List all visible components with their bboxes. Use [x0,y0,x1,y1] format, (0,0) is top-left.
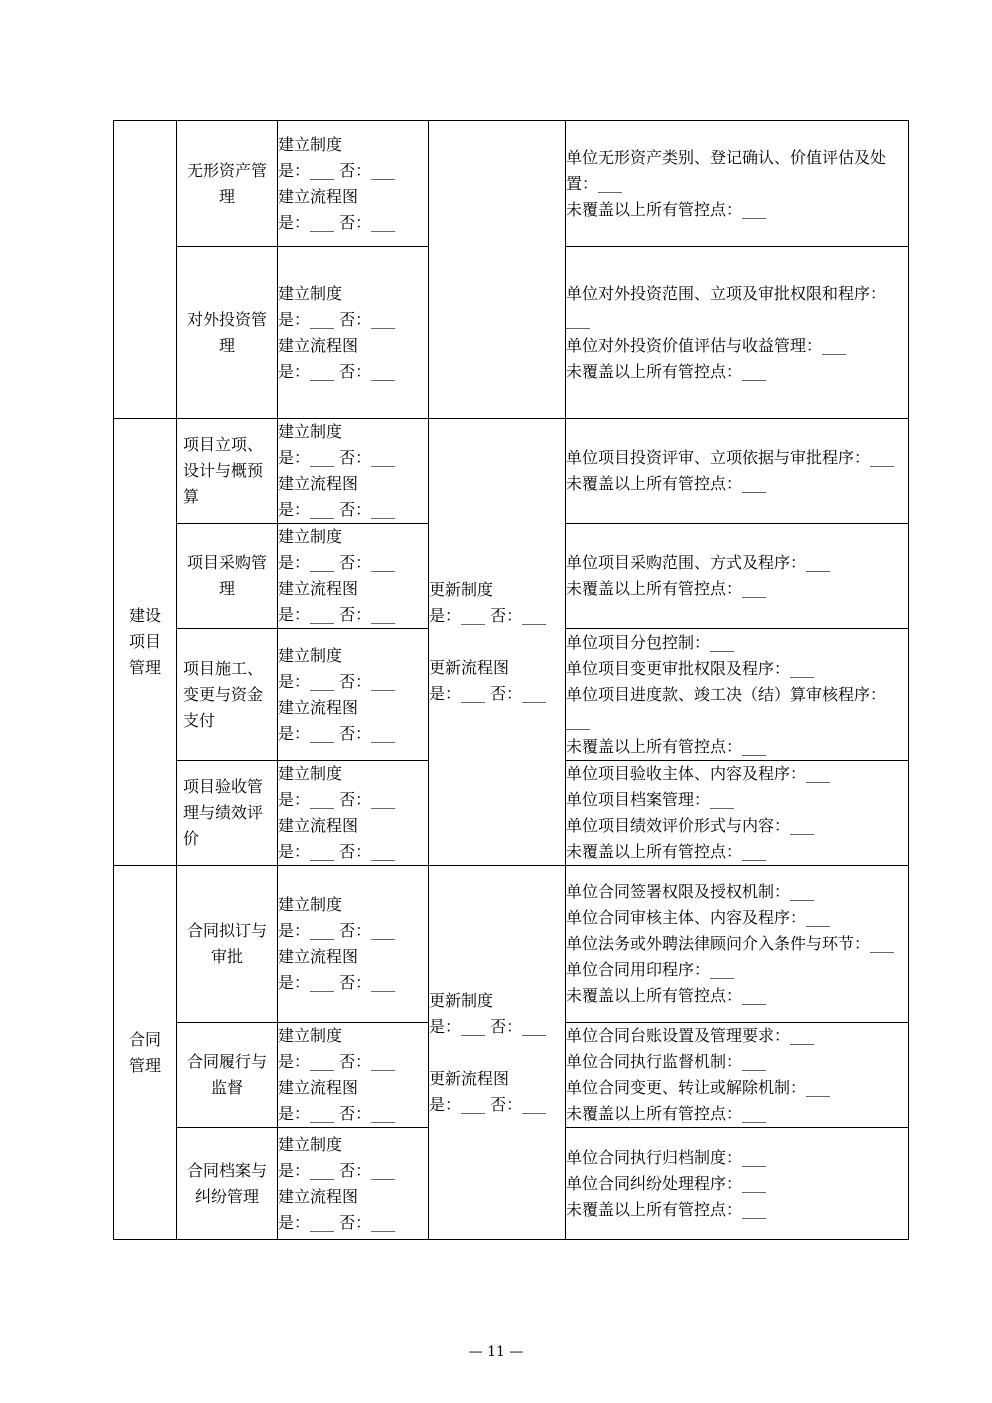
establish-flow-yesno: 是：___ 否：___ [278,212,396,232]
table-row [114,121,909,247]
establish-system-label: 建立制度 [278,645,343,665]
item-name: 项目验收管理与绩效评价 [183,777,264,848]
item-name-cell [177,524,278,629]
establish-cell [278,247,429,419]
update-flow-label: 更新流程图 [429,1068,510,1088]
item-name-cell [177,866,278,1023]
item-name-cell [177,629,278,761]
desc-line: 单位项目分包控制：___ [566,632,735,652]
establish-flow-yesno: 是：___ 否：___ [278,605,396,624]
desc-cell [566,866,909,1023]
establish-cell [278,866,429,1023]
item-name: 合同履行与监督 [186,1052,267,1097]
establish-system-label: 建立制度 [278,1026,343,1045]
update-flow-yesno: 是：___ 否：___ [429,1094,547,1114]
desc-line: 单位合同审核主体、内容及程序：___ [566,908,831,927]
item-name: 项目施工、变更与资金支付 [183,658,264,730]
item-name-cell [177,419,278,524]
desc-line: 单位对外投资范围、立项及审批权限和程序：___ [566,283,887,329]
desc-line: 单位项目采购范围、方式及程序：___ [566,553,831,572]
establish-flow-label: 建立流程图 [278,579,359,598]
desc-line: 单位合同用印程序：___ [566,960,735,979]
desc-line: 未覆盖以上所有管控点：___ [566,1199,767,1219]
update-flow-yesno: 是：___ 否：___ [429,684,547,703]
establish-cell [278,121,429,247]
establish-system-yesno: 是：___ 否：___ [278,1052,396,1071]
establish-system-label: 建立制度 [278,283,343,303]
item-name: 无形资产管理 [187,160,268,206]
desc-line: 单位合同台账设置及管理要求：___ [566,1026,815,1045]
establish-system-yesno: 是：___ 否：___ [278,921,396,940]
update-cell [429,121,566,419]
establish-cell [278,629,429,761]
desc-line: 未覆盖以上所有管控点：___ [566,986,767,1005]
update-flow-label: 更新流程图 [429,658,510,677]
category-cell [114,419,177,866]
category-label: 合同管理 [128,1029,161,1075]
item-name: 项目采购管理 [187,553,268,598]
establish-system-yesno: 是：___ 否：___ [278,160,396,180]
desc-line: 单位项目档案管理：___ [566,790,735,809]
desc-line: 单位项目进度款、竣工决（结）算审核程序：___ [566,684,887,730]
establish-cell [278,419,429,524]
page-number: — 11 — [468,1344,524,1360]
desc-line: 未覆盖以上所有管控点：___ [566,199,767,219]
establish-flow-yesno: 是：___ 否：___ [278,1104,396,1123]
establish-system-label: 建立制度 [278,895,343,914]
desc-line: 未覆盖以上所有管控点：___ [566,842,767,861]
category-cell [114,121,177,419]
desc-line: 未覆盖以上所有管控点：___ [566,579,767,598]
establish-system-label: 建立制度 [278,1134,343,1154]
establish-flow-yesno: 是：___ 否：___ [278,500,396,519]
item-name-cell [177,247,278,419]
update-cell [429,419,566,866]
establish-flow-yesno: 是：___ 否：___ [278,1212,396,1232]
desc-line: 未覆盖以上所有管控点：___ [566,736,767,756]
control-table [113,120,909,1240]
item-name: 合同拟订与审批 [186,921,267,966]
establish-cell [278,524,429,629]
desc-line: 单位合同执行监督机制：___ [566,1052,767,1071]
desc-line: 未覆盖以上所有管控点：___ [566,474,767,493]
desc-line: 单位合同执行归档制度：___ [566,1147,767,1167]
desc-line: 单位合同纠纷处理程序：___ [566,1173,767,1193]
update-system-yesno: 是：___ 否：___ [429,1016,547,1036]
establish-system-yesno: 是：___ 否：___ [278,448,396,467]
desc-line: 单位项目验收主体、内容及程序：___ [566,764,831,783]
update-system-label: 更新制度 [429,580,494,599]
desc-line: 单位对外投资价值评估与收益管理：___ [566,335,847,355]
establish-system-yesno: 是：___ 否：___ [278,1160,396,1180]
desc-cell [566,629,909,761]
establish-system-label: 建立制度 [278,527,343,546]
category-cell [114,866,177,1240]
category-label: 建设项目管理 [128,606,161,677]
establish-system-label: 建立制度 [278,764,343,783]
establish-flow-yesno: 是：___ 否：___ [278,723,396,743]
desc-line: 单位项目绩效评价形式与内容：___ [566,816,815,835]
establish-flow-yesno: 是：___ 否：___ [278,973,396,992]
establish-system-yesno: 是：___ 否：___ [278,671,396,691]
establish-flow-label: 建立流程图 [278,335,359,355]
establish-flow-label: 建立流程图 [278,947,359,966]
establish-system-yesno: 是：___ 否：___ [278,553,396,572]
establish-flow-label: 建立流程图 [278,816,359,835]
desc-cell [566,1023,909,1128]
desc-line: 单位法务或外聘法律顾问介入条件与环节：___ [566,934,895,953]
desc-cell [566,121,909,247]
establish-system-label: 建立制度 [278,134,343,154]
desc-cell [566,761,909,866]
establish-flow-label: 建立流程图 [278,1186,359,1206]
desc-line: 单位合同签署权限及授权机制：___ [566,882,815,901]
desc-line: 单位项目变更审批权限及程序：___ [566,658,815,678]
establish-system-yesno: 是：___ 否：___ [278,790,396,809]
desc-cell [566,247,909,419]
item-name-cell [177,121,278,247]
item-name: 项目立项、设计与概预算 [183,435,264,506]
table-row [114,419,909,524]
desc-cell [566,419,909,524]
establish-flow-yesno: 是：___ 否：___ [278,842,396,861]
table-row [114,866,909,1023]
item-name: 合同档案与纠纷管理 [186,1160,267,1206]
desc-cell [566,524,909,629]
establish-cell [278,1128,429,1240]
establish-cell [278,1023,429,1128]
establish-flow-label: 建立流程图 [278,1078,359,1097]
establish-flow-label: 建立流程图 [278,474,359,493]
desc-line: 单位项目投资评审、立项依据与审批程序：___ [566,448,895,467]
item-name-cell [177,761,278,866]
update-cell [429,866,566,1240]
item-name: 对外投资管理 [187,309,268,355]
establish-flow-yesno: 是：___ 否：___ [278,361,396,381]
desc-line: 单位合同变更、转让或解除机制：___ [566,1078,831,1097]
desc-line: 未覆盖以上所有管控点：___ [566,1104,767,1123]
establish-system-label: 建立制度 [278,422,343,441]
update-system-yesno: 是：___ 否：___ [429,606,547,625]
establish-flow-label: 建立流程图 [278,186,359,206]
establish-system-yesno: 是：___ 否：___ [278,309,396,329]
desc-line: 单位无形资产类别、登记确认、价值评估及处置：___ [566,147,887,193]
update-system-label: 更新制度 [429,990,494,1010]
item-name-cell [177,1023,278,1128]
desc-line: 未覆盖以上所有管控点：___ [566,361,767,381]
establish-flow-label: 建立流程图 [278,697,359,717]
item-name-cell [177,1128,278,1240]
establish-cell [278,761,429,866]
desc-cell [566,1128,909,1240]
